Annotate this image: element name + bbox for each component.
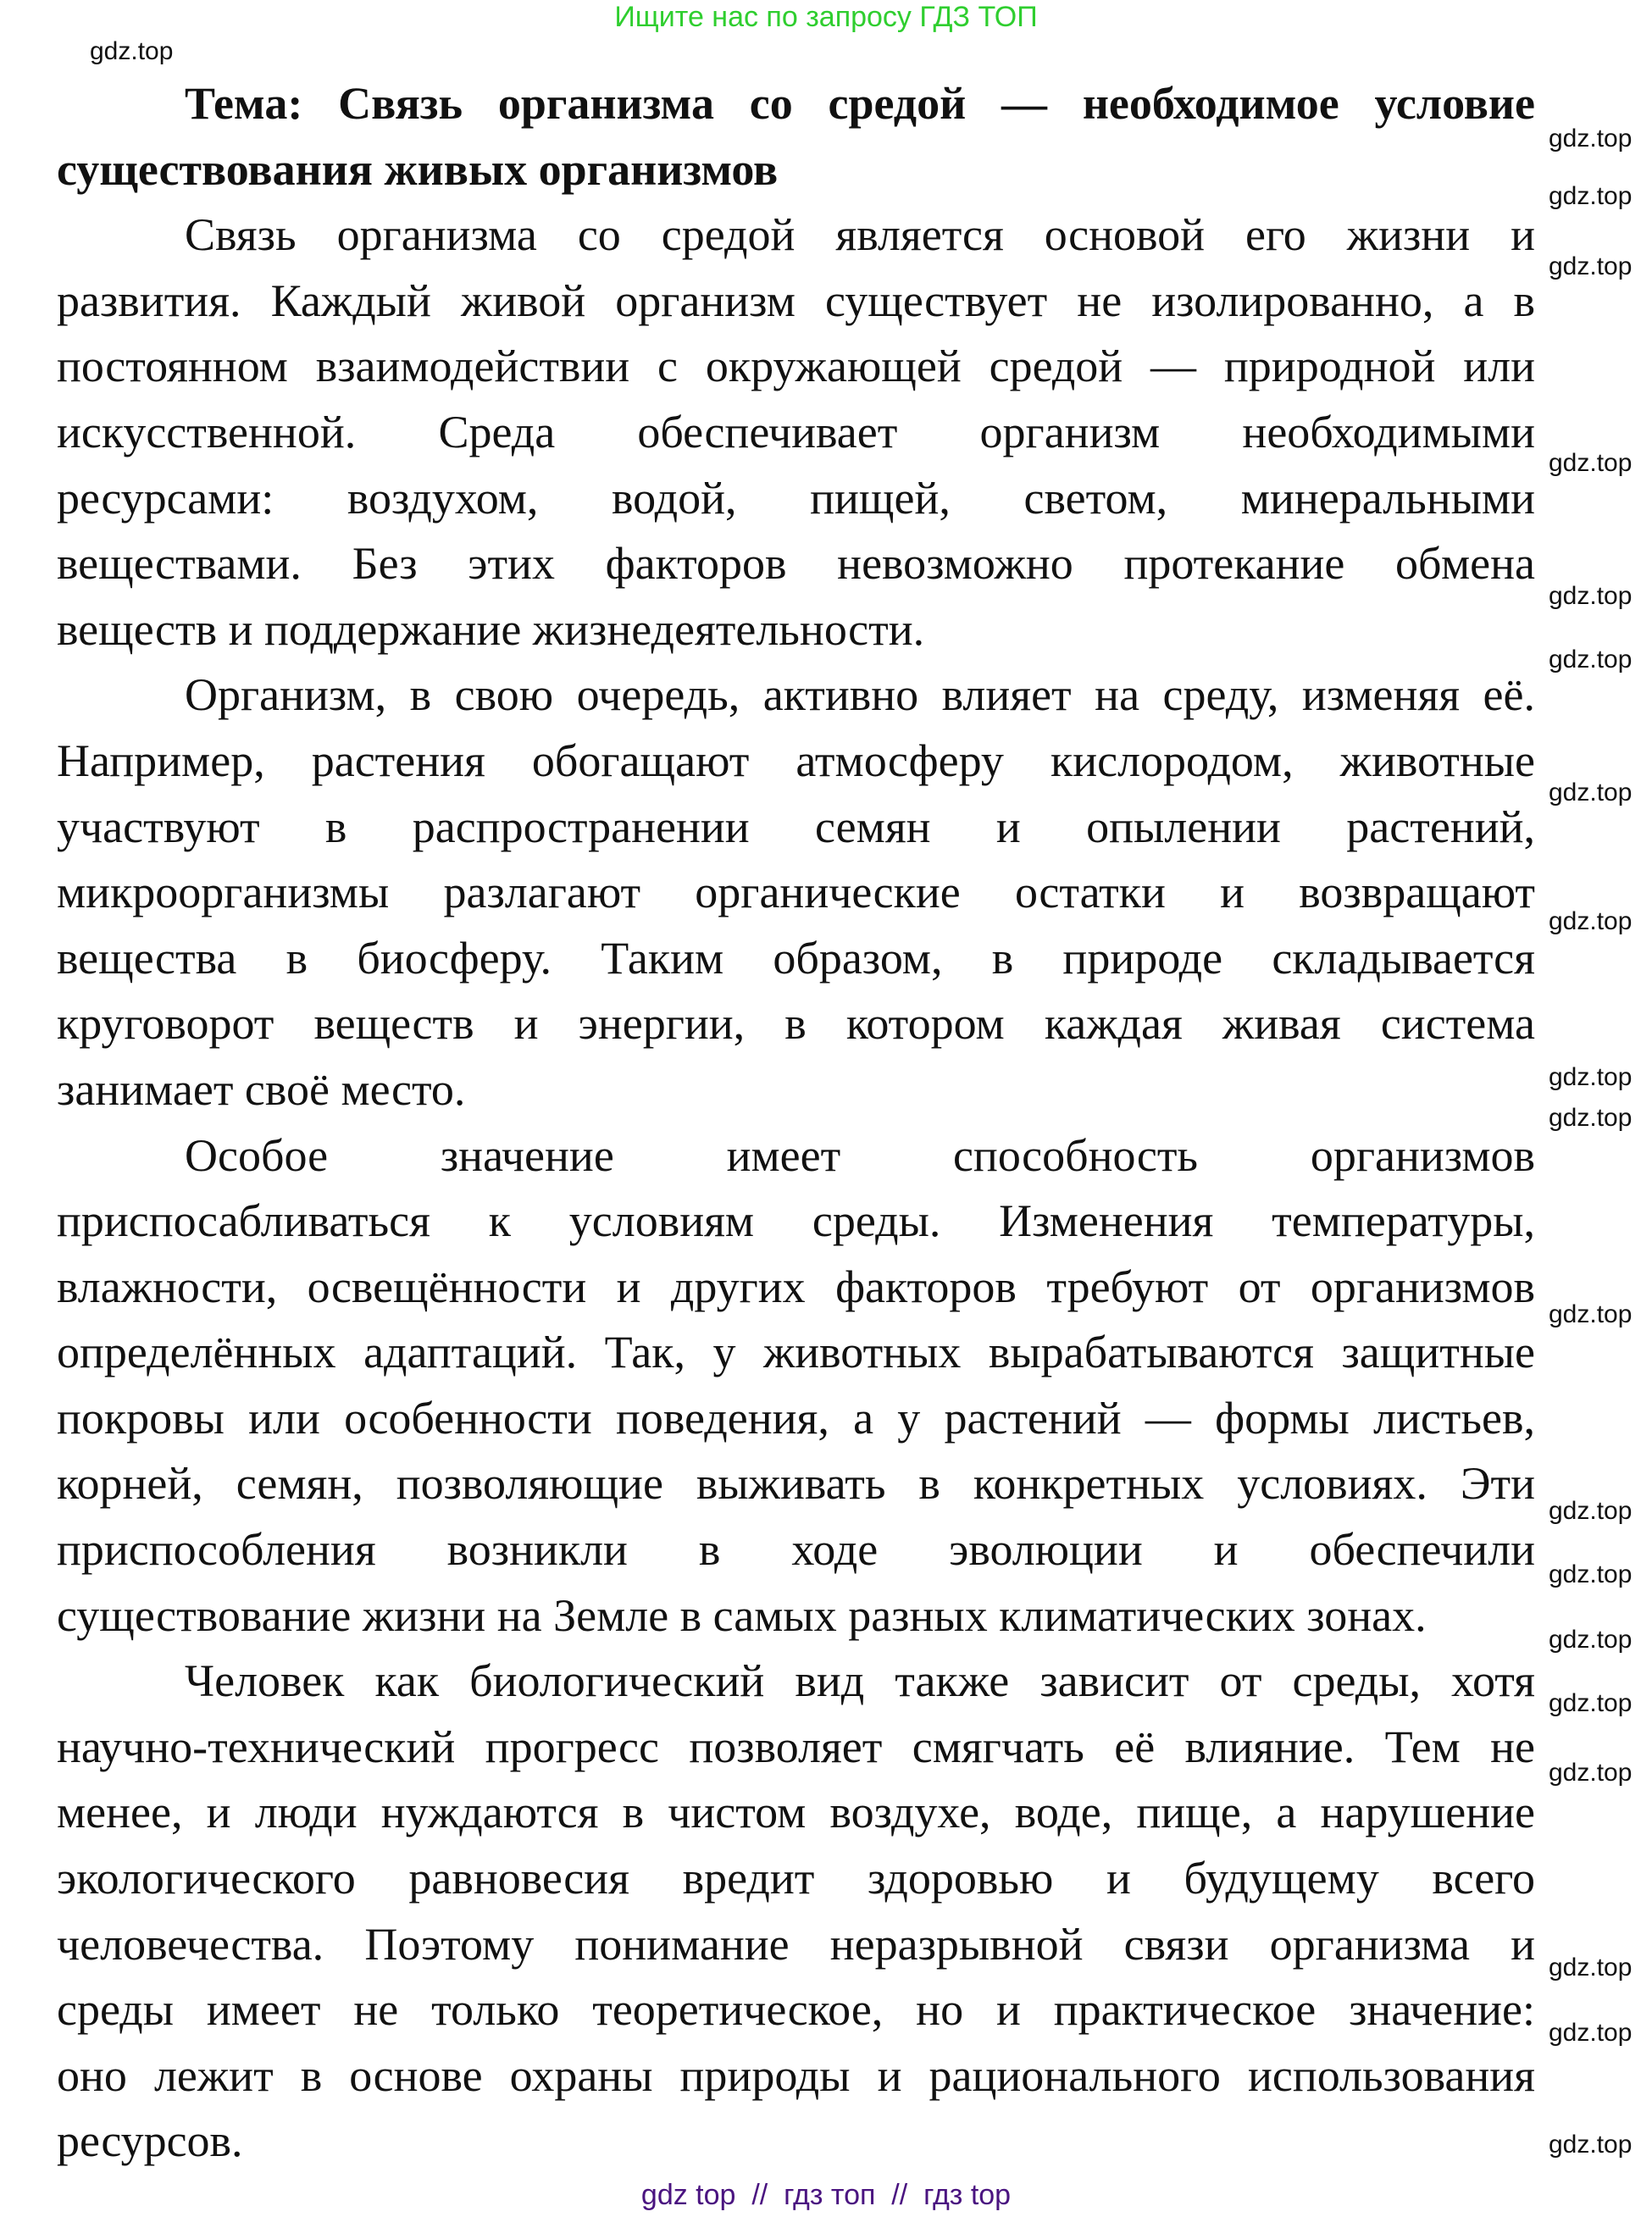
text-line: влажности, освещённости и других факторов требуют от организмов [57, 1261, 1535, 1312]
watermark: gdz.top [90, 37, 174, 65]
title-line: существования живых организмов [57, 143, 779, 195]
paragraphs [57, 202, 1535, 2175]
text-line: научно-технический прогресс позволяет смягчать её влияние. Тем не [57, 1721, 1535, 1772]
watermark: gdz.top [1549, 1063, 1633, 1091]
text-line: Человек как биологический вид также зависит от среды, хотя [185, 1655, 1535, 1707]
text-line: приспособления возникли в ходе эволюции и обеспечили [57, 1524, 1535, 1576]
watermark: gdz.top [1549, 2131, 1633, 2159]
text-line: вещества в биосферу. Таким образом, в природе складывается [57, 932, 1535, 984]
text-line: веществами. Без этих факторов невозможно протекание обмена [57, 538, 1535, 590]
text-line: микроорганизмы разлагают органические остатки и возвращают [57, 867, 1535, 918]
text-line: корней, семян, позволяющие выживать в конкретных условиях. Эти [57, 1458, 1535, 1510]
text-line: Особое значение имеет способность организмов [185, 1129, 1535, 1181]
paragraph [57, 1649, 1535, 2175]
text-line: участвуют в распространении семян и опылении растений, [57, 801, 1535, 852]
watermark: gdz.top [1549, 125, 1633, 152]
watermark: gdz.top [1549, 779, 1633, 806]
watermark: gdz.top [1549, 1626, 1633, 1654]
text-line: искусственной. Среда обеспечивает организм необходимыми [57, 406, 1535, 457]
text-line: менее, и люди нуждаются в чистом воздухе, воде, пище, а нарушение [57, 1787, 1535, 1838]
text-line: оно лежит в основе охраны природы и рационального использования [57, 2049, 1535, 2101]
text-line: существование жизни на Земле в самых разных климатических зонах. [57, 1589, 1427, 1641]
text-line: определённых адаптаций. Так, у животных вырабатываются защитные [57, 1327, 1535, 1378]
text-line: круговорот веществ и энергии, в котором каждая живая система [57, 998, 1535, 1050]
title-line: Тема: Связь организма со средой — необходимое условие [185, 78, 1535, 129]
watermark: gdz.top [1549, 449, 1633, 477]
document-body [57, 0, 1535, 2175]
watermark: gdz.top [1549, 1954, 1633, 1981]
text-line: Организм, в свою очередь, активно влияет на среду, изменяя её. [185, 669, 1535, 721]
footer-links: gdz top // гдз топ // гдз top [640, 2179, 1012, 2211]
text-line: постоянном взаимодействии с окружающей средой — природной или [57, 341, 1535, 392]
watermark: gdz.top [1549, 252, 1633, 280]
watermark: gdz.top [1549, 182, 1633, 210]
text-line: развития. Каждый живой организм существует не изолированно, а в [57, 274, 1535, 326]
watermark: gdz.top [1549, 1497, 1633, 1525]
text-line: экологического равновесия вредит здоровью и будущему всего [57, 1853, 1535, 1904]
text-line: веществ и поддержание жизнедеятельности. [57, 603, 925, 655]
search-hint-banner: Ищите нас по запросу ГДЗ ТОП [614, 1, 1038, 33]
watermark: gdz.top [1549, 1104, 1633, 1132]
text-line: приспосабливаться к условиям среды. Изменения температуры, [57, 1195, 1535, 1247]
watermark: gdz.top [1549, 646, 1633, 673]
watermark: gdz.top [1549, 1689, 1633, 1717]
text-line: ресурсами: воздухом, водой, пищей, светом, минеральными [57, 472, 1535, 524]
text-line: Например, растения обогащают атмосферу кислородом, животные [57, 734, 1535, 786]
paragraph [57, 662, 1535, 1122]
text-line: занимает своё место. [57, 1063, 466, 1115]
watermark: gdz.top [1549, 1300, 1633, 1328]
topic-title [57, 71, 1535, 202]
paragraph [57, 202, 1535, 662]
watermark: gdz.top [1549, 907, 1633, 935]
watermark: gdz.top [1549, 1560, 1633, 1588]
watermark: gdz.top [1549, 582, 1633, 610]
text-line: ресурсов. [57, 2115, 243, 2167]
text-line: среды имеет не только теоретическое, но и практическое значение: [57, 1984, 1535, 2036]
watermark: gdz.top [1549, 2019, 1633, 2047]
paragraph [57, 1123, 1535, 1649]
text-line: покровы или особенности поведения, а у растений — формы листьев, [57, 1392, 1535, 1444]
text-line: Связь организма со средой является основой его жизни и [185, 209, 1535, 261]
text-line: человечества. Поэтому понимание неразрывной связи организма и [57, 1918, 1535, 1970]
watermark: gdz.top [1549, 1759, 1633, 1787]
